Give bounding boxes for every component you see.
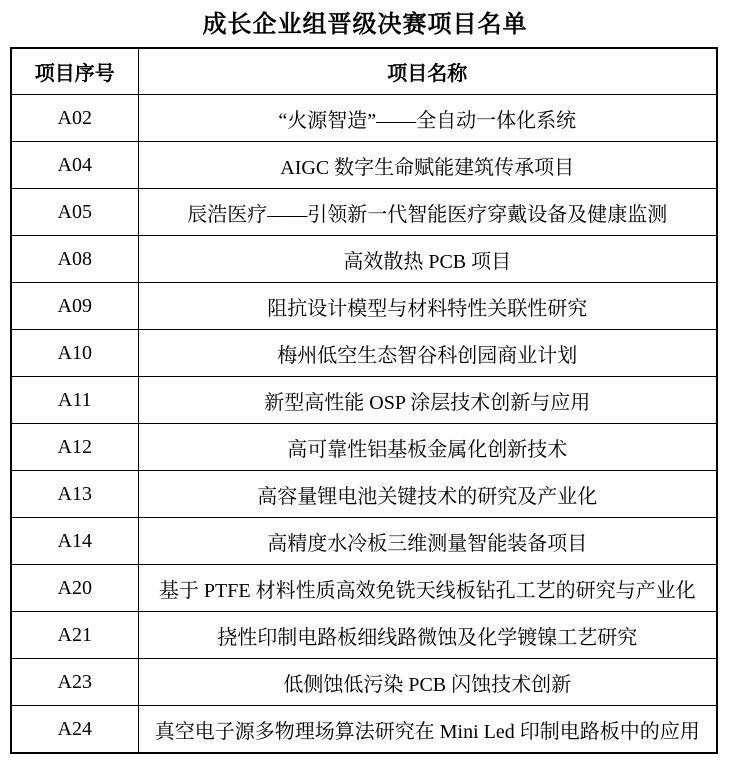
- table-row: [11, 330, 717, 377]
- project-id-cell: A02: [11, 95, 138, 142]
- table-row: [11, 424, 717, 471]
- project-id-cell: A08: [11, 236, 138, 283]
- project-name-cell: 低侧蚀低污染 PCB 闪蚀技术创新: [138, 659, 717, 706]
- table-row: [11, 142, 717, 189]
- table-row: [11, 565, 717, 612]
- project-id-cell: A23: [11, 659, 138, 706]
- project-name-cell: 高效散热 PCB 项目: [138, 236, 717, 283]
- project-id-cell: A04: [11, 142, 138, 189]
- project-name-cell: 新型高性能 OSP 涂层技术创新与应用: [138, 377, 717, 424]
- project-id-cell: A13: [11, 471, 138, 518]
- project-name-cell: “火源智造”——全自动一体化系统: [138, 95, 717, 142]
- table-row: [11, 518, 717, 565]
- table-row: [11, 236, 717, 283]
- project-name-cell: 高可靠性铝基板金属化创新技术: [138, 424, 717, 471]
- project-id-cell: A05: [11, 189, 138, 236]
- table-header-row: [11, 48, 717, 95]
- page-title: 成长企业组晋级决赛项目名单: [202, 11, 528, 38]
- project-name-cell: 辰浩医疗——引领新一代智能医疗穿戴设备及健康监测: [138, 189, 717, 236]
- table-row: [11, 706, 717, 754]
- table-body: [11, 95, 717, 754]
- project-id-cell: A10: [11, 330, 138, 377]
- project-id-cell: A20: [11, 565, 138, 612]
- project-name-cell: 高容量锂电池关键技术的研究及产业化: [138, 471, 717, 518]
- project-id-cell: A24: [11, 706, 138, 754]
- project-id-cell: A12: [11, 424, 138, 471]
- project-name-cell: 阻抗设计模型与材料特性关联性研究: [138, 283, 717, 330]
- table-row: [11, 189, 717, 236]
- column-header-project-id: 项目序号: [11, 48, 138, 95]
- project-name-cell: 真空电子源多物理场算法研究在 Mini Led 印制电路板中的应用: [138, 706, 717, 754]
- table-row: [11, 283, 717, 330]
- table-row: [11, 95, 717, 142]
- project-name-cell: AIGC 数字生命赋能建筑传承项目: [138, 142, 717, 189]
- project-table: [10, 47, 718, 754]
- project-name-cell: 高精度水冷板三维测量智能装备项目: [138, 518, 717, 565]
- table-row: [11, 377, 717, 424]
- project-name-cell: 挠性印制电路板细线路微蚀及化学镀镍工艺研究: [138, 612, 717, 659]
- project-name-cell: 梅州低空生态智谷科创园商业计划: [138, 330, 717, 377]
- project-name-cell: 基于 PTFE 材料性质高效免铣天线板钻孔工艺的研究与产业化: [138, 565, 717, 612]
- project-id-cell: A09: [11, 283, 138, 330]
- project-id-cell: A21: [11, 612, 138, 659]
- table-row: [11, 659, 717, 706]
- project-id-cell: A14: [11, 518, 138, 565]
- project-id-cell: A11: [11, 377, 138, 424]
- table-row: [11, 471, 717, 518]
- column-header-project-name: 项目名称: [138, 48, 717, 95]
- table-row: [11, 612, 717, 659]
